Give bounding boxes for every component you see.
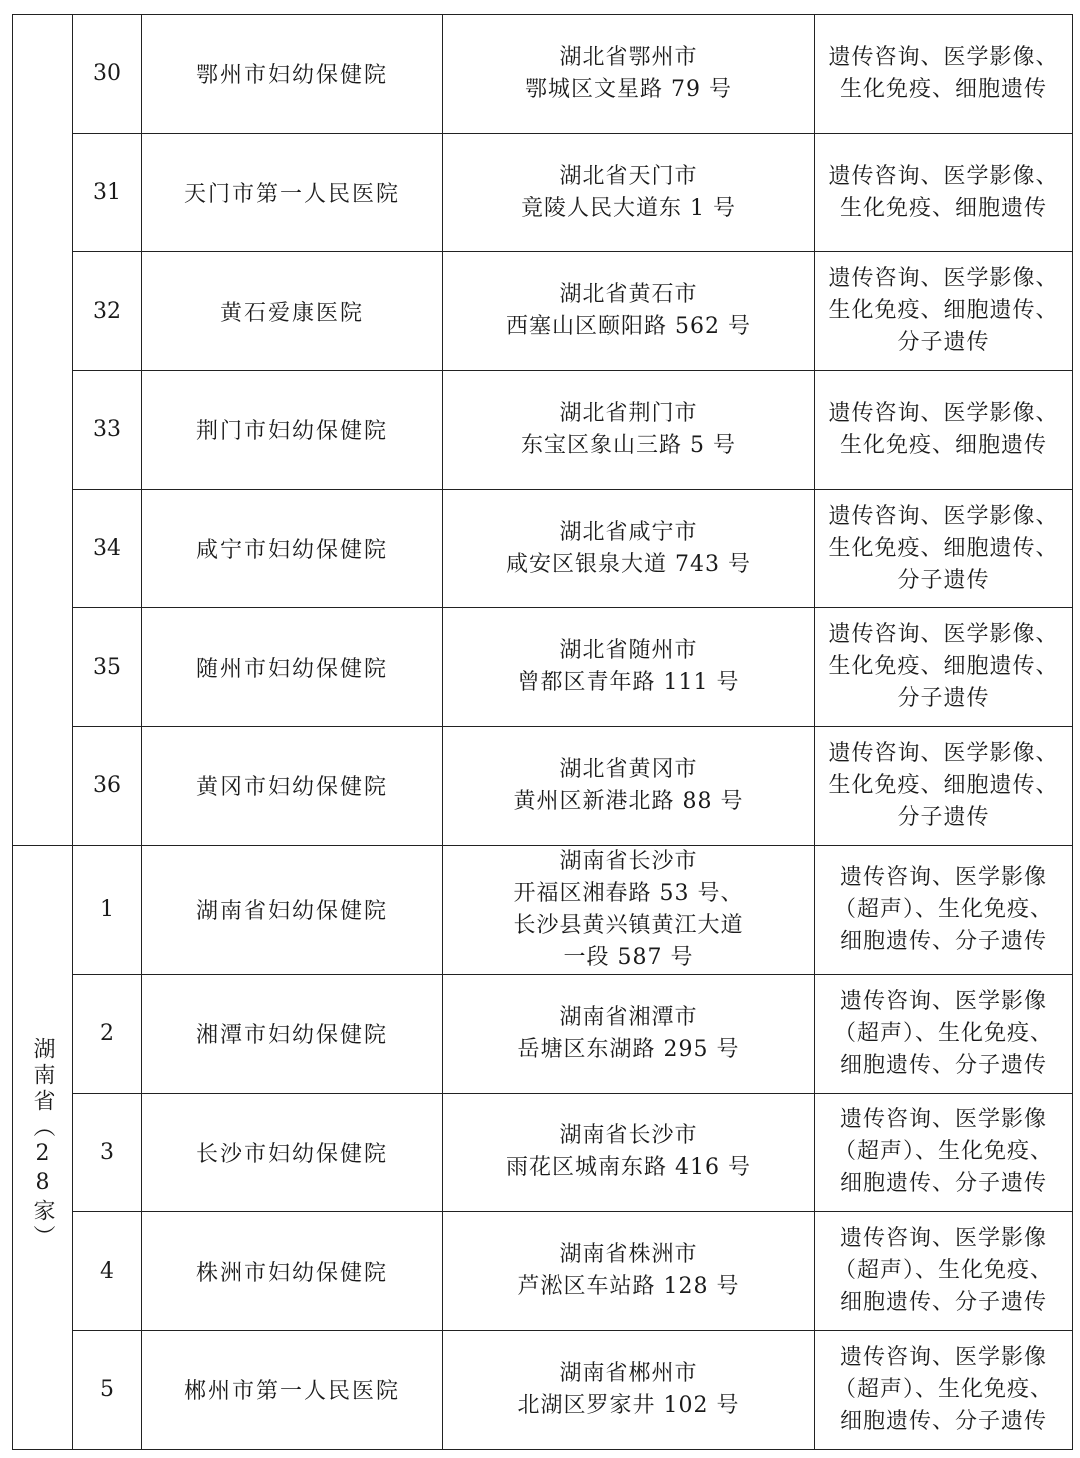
table-row [13,371,1073,490]
services-line: 生化免疫、细胞遗传、 [828,535,1059,561]
address-line: 咸安区银泉大道 743 号 [506,551,751,577]
address-line: 湖南省湘潭市 [559,1004,698,1030]
services-line: 细胞遗传、分子遗传 [839,1052,1047,1078]
address-line: 湖南省长沙市 [559,1123,698,1149]
services-line: 遗传咨询、医学影像、 [828,622,1059,648]
hospital-address [443,252,815,371]
hospital-services [815,15,1073,134]
address-line: 湖北省黄石市 [559,282,698,308]
services-line: 遗传咨询、医学影像、 [828,740,1059,766]
services-line: 遗传咨询、医学影像 [839,988,1047,1014]
row-number: 34 [73,489,142,608]
hospital-name: 随州市妇幼保健院 [142,608,443,727]
hospital-address [443,845,815,974]
services-line: 生化免疫、细胞遗传、 [828,654,1059,680]
address-line: 一段 587 号 [563,944,694,970]
services-line: 生化免疫、细胞遗传 [839,432,1047,458]
hospital-address [443,1093,815,1212]
services-line: 生化免疫、细胞遗传、 [828,298,1059,324]
table-row [13,727,1073,846]
hospital-services [815,252,1073,371]
table-row [13,1212,1073,1331]
hospital-address [443,133,815,252]
row-number: 36 [73,727,142,846]
hospital-name: 湖南省妇幼保健院 [142,845,443,974]
address-line: 开福区湘春路 53 号、 [513,880,744,906]
row-number: 32 [73,252,142,371]
address-line: 岳塘区东湖路 295 号 [517,1036,740,1062]
services-line: 细胞遗传、分子遗传 [839,1171,1047,1197]
address-line: 东宝区象山三路 5 号 [521,432,736,458]
hospital-address [443,727,815,846]
hospital-services [815,1093,1073,1212]
province-cell-hunan [13,845,73,1449]
hospital-name: 黄冈市妇幼保健院 [142,727,443,846]
province-label: 湖南省（28家） [30,1037,55,1252]
address-line: 长沙县黄兴镇黄江大道 [513,912,744,938]
services-line: 分子遗传 [897,567,990,593]
table-body [13,15,1073,1450]
hospital-services [815,1212,1073,1331]
address-line: 湖北省荆门市 [559,400,698,426]
hospital-services [815,974,1073,1093]
services-line: 分子遗传 [897,804,990,830]
address-line: 湖北省咸宁市 [559,519,698,545]
services-line: 细胞遗传、分子遗传 [839,1408,1047,1434]
services-line: 生化免疫、细胞遗传 [839,195,1047,221]
services-line: 细胞遗传、分子遗传 [839,1290,1047,1316]
address-line: 鄂城区文星路 79 号 [525,76,732,102]
table-row [13,133,1073,252]
services-line: （超声）、生化免疫、 [833,1020,1053,1046]
hospital-services [815,489,1073,608]
table-row [13,15,1073,134]
hospital-table [12,14,1073,1450]
address-line: 湖北省随州市 [559,638,698,664]
address-line: 湖南省长沙市 [559,848,698,874]
address-line: 湖北省鄂州市 [559,44,698,70]
services-line: （超声）、生化免疫、 [833,1376,1053,1402]
services-line: 生化免疫、细胞遗传 [839,76,1047,102]
hospital-name: 黄石爱康医院 [142,252,443,371]
services-line: 细胞遗传、分子遗传 [839,928,1047,954]
address-line: 湖北省天门市 [559,163,698,189]
hospital-name: 株洲市妇幼保健院 [142,1212,443,1331]
address-line: 黄州区新港北路 88 号 [513,788,744,814]
table-row [13,974,1073,1093]
address-line: 芦淞区车站路 128 号 [517,1274,740,1300]
hospital-name: 郴州市第一人民医院 [142,1330,443,1449]
hospital-name: 湘潭市妇幼保健院 [142,974,443,1093]
hospital-address [443,15,815,134]
hospital-name: 天门市第一人民医院 [142,133,443,252]
hospital-services [815,133,1073,252]
row-number: 33 [73,371,142,490]
address-line: 曾都区青年路 111 号 [517,670,740,696]
services-line: 遗传咨询、医学影像 [839,1226,1047,1252]
hospital-name: 荆门市妇幼保健院 [142,371,443,490]
address-line: 雨花区城南东路 416 号 [506,1155,751,1181]
address-line: 湖南省郴州市 [559,1360,698,1386]
services-line: （超声）、生化免疫、 [833,896,1053,922]
services-line: 分子遗传 [897,330,990,356]
table-row [13,1330,1073,1449]
hospital-address [443,974,815,1093]
row-number: 31 [73,133,142,252]
row-number: 30 [73,15,142,134]
address-line: 竟陵人民大道东 1 号 [521,195,736,221]
hospital-name: 长沙市妇幼保健院 [142,1093,443,1212]
row-number: 1 [73,845,142,974]
hospital-address [443,489,815,608]
hospital-services [815,371,1073,490]
address-line: 北湖区罗家井 102 号 [517,1392,740,1418]
services-line: 分子遗传 [897,686,990,712]
hospital-address [443,371,815,490]
services-line: 生化免疫、细胞遗传、 [828,772,1059,798]
hospital-name: 鄂州市妇幼保健院 [142,15,443,134]
address-line: 湖南省株洲市 [559,1242,698,1268]
row-number: 5 [73,1330,142,1449]
table-row [13,845,1073,974]
services-line: 遗传咨询、医学影像、 [828,400,1059,426]
table-row [13,489,1073,608]
services-line: 遗传咨询、医学影像 [839,1107,1047,1133]
row-number: 3 [73,1093,142,1212]
table-row [13,608,1073,727]
services-line: 遗传咨询、医学影像 [839,864,1047,890]
row-number: 4 [73,1212,142,1331]
services-line: 遗传咨询、医学影像、 [828,503,1059,529]
hospital-services [815,1330,1073,1449]
address-line: 湖北省黄冈市 [559,756,698,782]
row-number: 35 [73,608,142,727]
services-line: 遗传咨询、医学影像、 [828,266,1059,292]
services-line: （超声）、生化免疫、 [833,1258,1053,1284]
table-row [13,252,1073,371]
province-cell-hubei [13,15,73,846]
hospital-services [815,845,1073,974]
hospital-services [815,608,1073,727]
services-line: 遗传咨询、医学影像、 [828,163,1059,189]
services-line: （超声）、生化免疫、 [833,1139,1053,1165]
table-row [13,1093,1073,1212]
address-line: 西塞山区颐阳路 562 号 [506,314,751,340]
hospital-services [815,727,1073,846]
services-line: 遗传咨询、医学影像 [839,1344,1047,1370]
hospital-address [443,1212,815,1331]
services-line: 遗传咨询、医学影像、 [828,44,1059,70]
hospital-address [443,1330,815,1449]
row-number: 2 [73,974,142,1093]
hospital-address [443,608,815,727]
hospital-name: 咸宁市妇幼保健院 [142,489,443,608]
